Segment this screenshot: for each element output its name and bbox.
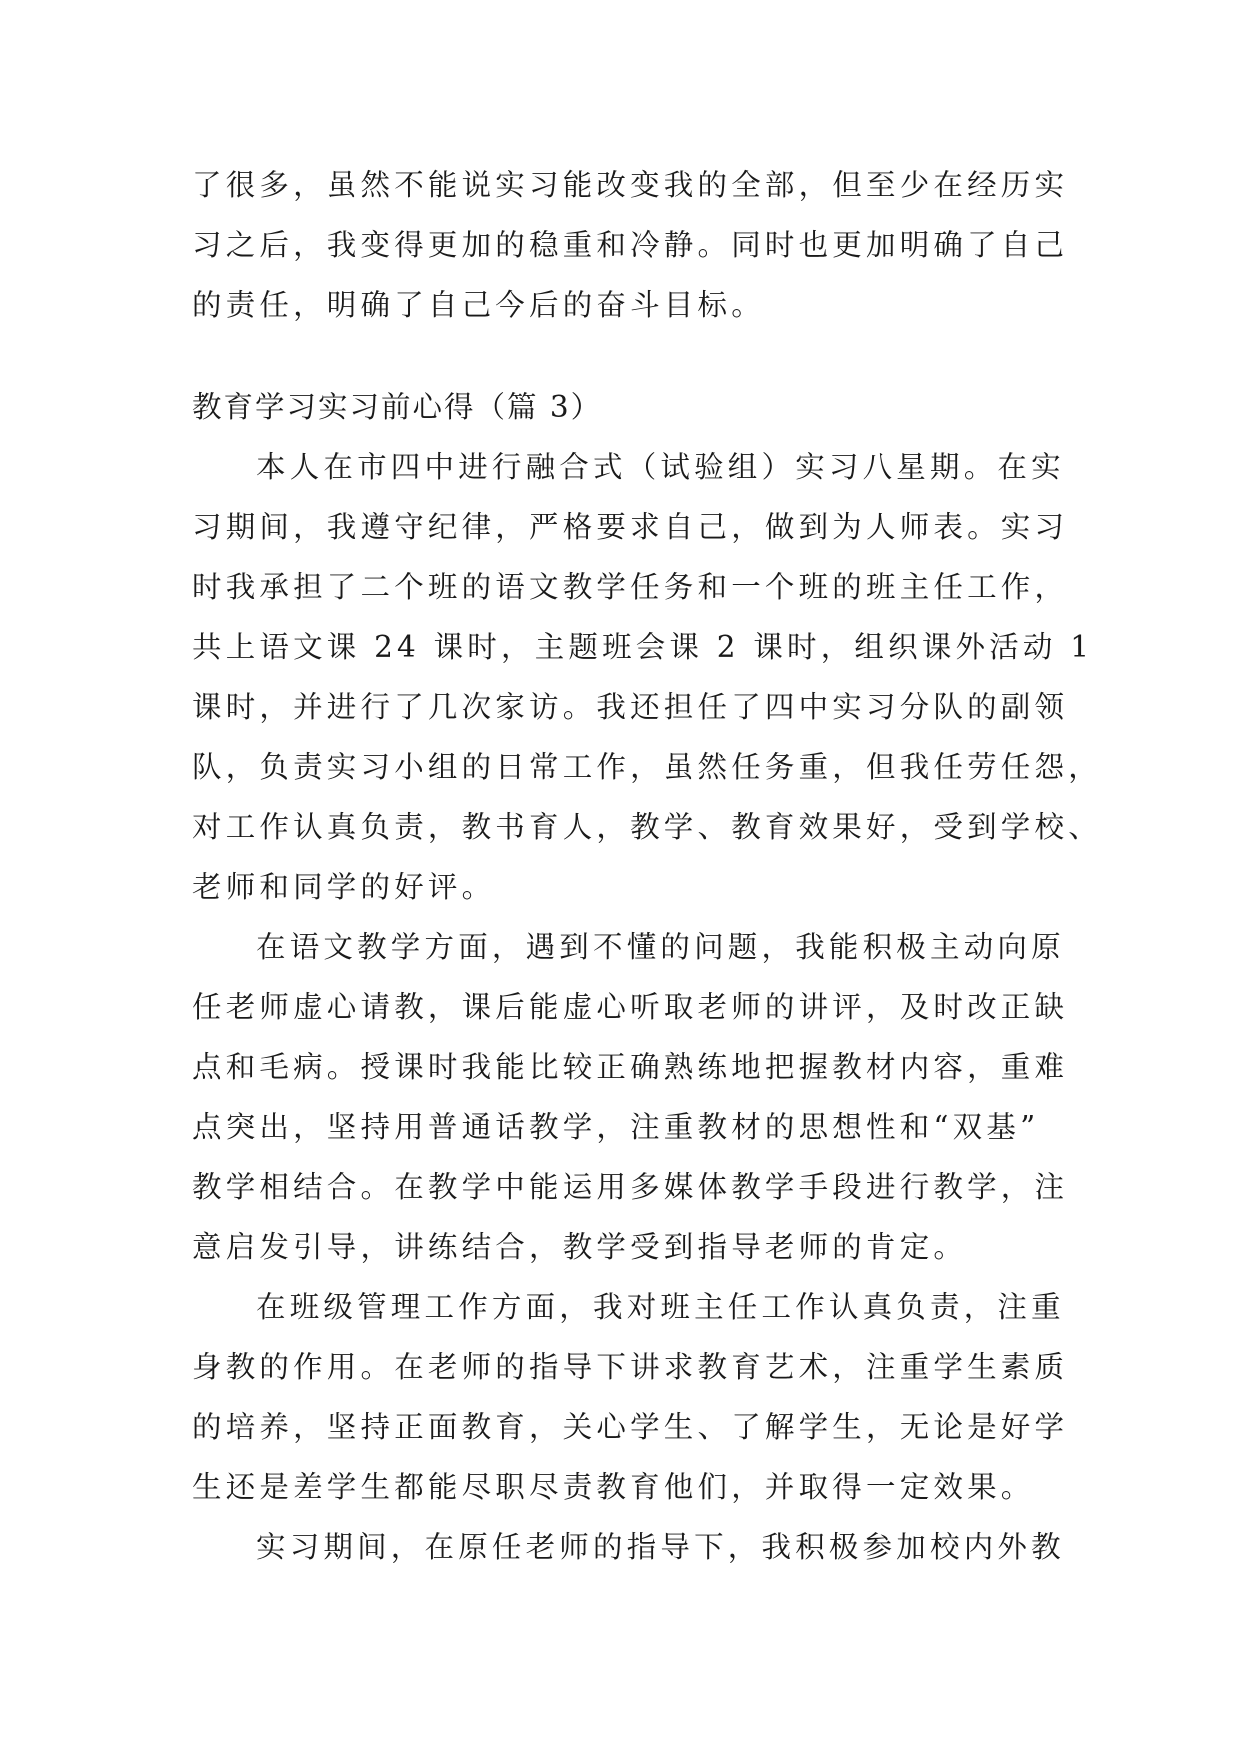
text-line: 在语文教学方面，遇到不懂的问题，我能积极主动向原	[256, 930, 1065, 964]
text-line: 时我承担了二个班的语文教学任务和一个班的班主任工作，	[192, 570, 1069, 604]
text-line: 队，负责实习小组的日常工作，虽然任务重，但我任劳任怨，	[192, 750, 1102, 784]
text-line: 任老师虚心请教，课后能虚心听取老师的讲评，及时改正缺	[192, 990, 1069, 1024]
text-line: 课时，并进行了几次家访。我还担任了四中实习分队的副领	[192, 690, 1069, 724]
text-line: 习期间，我遵守纪律，严格要求自己，做到为人师表。实习	[192, 510, 1069, 544]
text-line: 教学相结合。在教学中能运用多媒体教学手段进行教学，注	[192, 1170, 1069, 1204]
text-line: 的培养，坚持正面教育，关心学生、了解学生，无论是好学	[192, 1410, 1069, 1444]
text-line: 习之后，我变得更加的稳重和冷静。同时也更加明确了自己	[192, 228, 1069, 262]
text-line: 对工作认真负责，教书育人，教学、教育效果好，受到学校、	[192, 810, 1102, 844]
text-line: 实习期间，在原任老师的指导下，我积极参加校内外教	[256, 1530, 1065, 1564]
text-line: 的责任，明确了自己今后的奋斗目标。	[192, 288, 765, 322]
text-line: 点和毛病。授课时我能比较正确熟练地把握教材内容，重难	[192, 1050, 1069, 1084]
text-line: 本人在市四中进行融合式（试验组）实习八星期。在实	[256, 450, 1065, 484]
section-heading: 教育学习实习前心得（篇 3）	[192, 390, 603, 424]
text-line: 了很多，虽然不能说实习能改变我的全部，但至少在经历实	[192, 168, 1069, 202]
text-line: 生还是差学生都能尽职尽责教育他们，并取得一定效果。	[192, 1470, 1035, 1504]
text-line: 身教的作用。在老师的指导下讲求教育艺术，注重学生素质	[192, 1350, 1069, 1384]
text-line: 意启发引导，讲练结合，教学受到指导老师的肯定。	[192, 1230, 968, 1264]
text-line: 共上语文课 24 课时，主题班会课 2 课时，组织课外活动 1	[192, 630, 1094, 664]
document-body	[192, 155, 1102, 1577]
text-line: 在班级管理工作方面，我对班主任工作认真负责，注重	[256, 1290, 1065, 1324]
section-spacer	[192, 335, 1052, 377]
text-line: 老师和同学的好评。	[192, 870, 496, 904]
text-line: 点突出，坚持用普通话教学，注重教材的思想性和“双基”	[192, 1110, 1040, 1144]
